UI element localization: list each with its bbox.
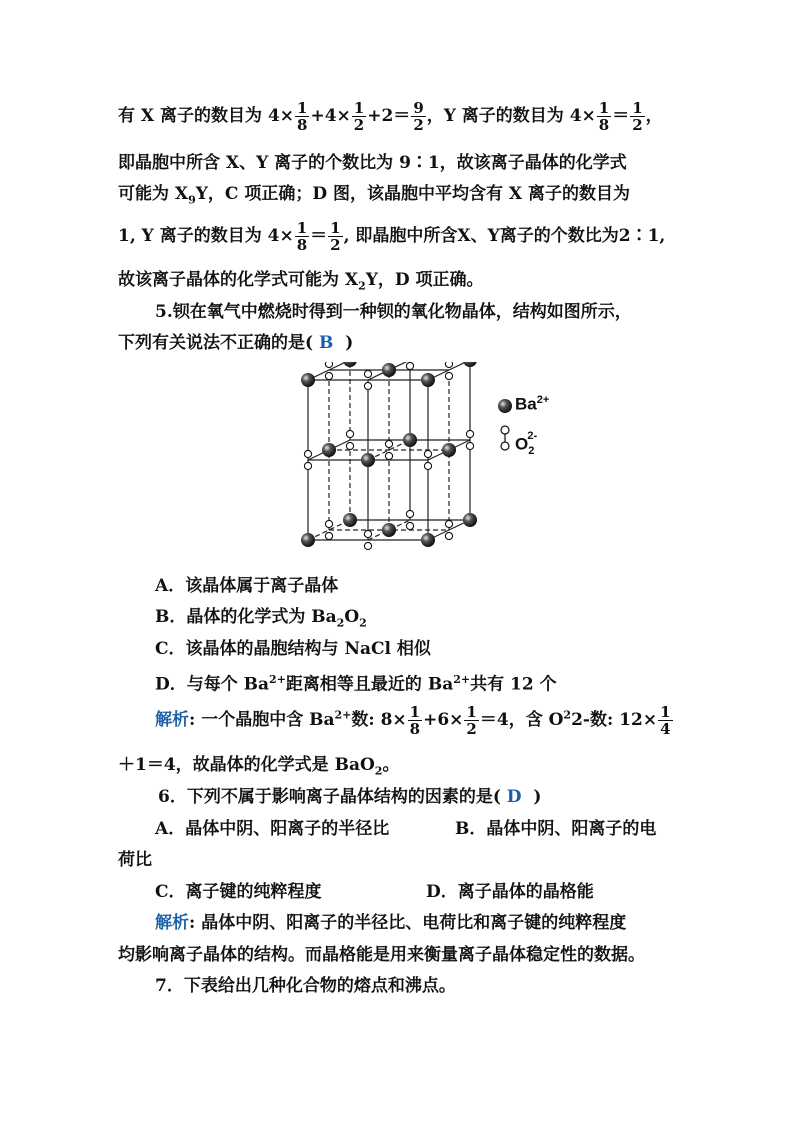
q5-option-d: D．与每个 $Ba^{2+}$距离相等且最近的 $Ba^{2+}$共有 12 个 [155,673,557,695]
oxygen-atom [364,542,371,549]
oxygen-atom [364,382,371,389]
q5-analysis-line-2: ＋1＝4，故晶体的化学式是 BaO$_2$。 [118,755,400,778]
oxygen-atom [445,520,452,527]
fraction: $\frac{1}{4}$ [660,703,671,738]
q5-stem-line-1: 5.钡在氧气中燃烧时得到一种钡的氧化物晶体，结构如图所示， [155,302,632,322]
oxygen-atom [424,462,431,469]
analysis-label: 解析 [155,710,189,730]
ba-ion [343,513,357,527]
q6-option-b: B．晶体中阴、阳离子的电 [455,819,657,839]
oxygen-atom [466,430,473,437]
ba-ion [403,433,417,447]
fraction: $\frac{1}{2}$ [466,703,477,738]
oxygen-atom [304,450,311,457]
q5-answer: B [318,333,334,353]
q6-option-d: D．离子晶体的晶格能 [426,882,594,902]
oxygen-atom [304,462,311,469]
ba-ion [421,373,435,387]
ba-ion [322,443,336,457]
legend-ba-label: $Ba^{2+}$ [515,394,550,414]
ba-ion [361,453,375,467]
solution-line-5: 故该离子晶体的化学式可能为 $X_2Y$，D 项正确。 [118,270,484,293]
analysis-label: 解析 [155,913,189,933]
oxygen-atom [445,532,452,539]
q6-option-c: C．离子键的纯粹程度 [155,882,322,902]
solution-line-2: 即晶胞中所含 X、Y 离子的个数比为 9∶1，故该离子晶体的化学式 [118,153,627,173]
q6-stem: 6．下列不属于影响离子晶体结构的因素的是( D ) [158,787,542,807]
q5-option-c: C．该晶体的晶胞结构与 NaCl 相似 [155,639,431,659]
o-ion-legend-icon-top [501,426,509,434]
fraction: $\frac{1}{2}$ [632,99,643,134]
bao2-crystal-structure-diagram [290,362,490,557]
fraction: $\frac{1}{2}$ [353,99,365,134]
ba-ion [301,373,315,387]
oxygen-atom [346,442,353,449]
oxygen-atom [325,520,332,527]
q5-option-a: A．该晶体属于离子晶体 [155,576,339,596]
q7-stem: 7．下表给出几种化合物的熔点和沸点。 [155,976,456,996]
ba-ion [421,533,435,547]
oxygen-atom [406,522,413,529]
oxygen-atom [385,452,392,459]
q6-option-b-cont: 荷比 [118,850,152,870]
oxygen-atom [346,430,353,437]
legend-o2-label: $O_2^{2-}$ [515,430,538,458]
ba-ion [463,513,477,527]
oxygen-atom [445,372,452,379]
oxygen-atom [385,440,392,447]
fraction: $\frac{9}{2}$ [413,99,424,134]
ba-ion [382,363,396,377]
fraction: $\frac{1}{8}$ [409,703,421,738]
oxygen-atom [325,532,332,539]
ba-ion [463,362,477,367]
oxygen-atom [406,362,413,369]
o-ion-legend-icon-bottom [501,442,509,450]
q6-answer: D [506,787,522,807]
solution-line-3: 可能为 $X_9Y$，C 项正确；D 图，该晶胞中平均含有 X 离子的数目为 [118,184,631,207]
solution-line-1: 有 X 离子的数目为 4× $\frac{1}{8}$ +4× $\frac{1}{2}$ +2＝ $\frac{9}{2}$ ，Y 离子的数目为 4× $\frac{1}{8}$ ＝ $\frac{1}{2}$ ， [118,99,663,134]
ba-ion-legend-icon [498,399,512,413]
ba-ion [343,362,357,367]
q6-analysis-line-2: 均影响离子晶体的结构。而晶格能是用来衡量离子晶体稳定性的数据。 [118,945,645,965]
solution-line-4: 1, Y 离子的数目为 4× $\frac{1}{8}$ ＝ $\frac{1}{2}$ , 即晶胞中所含X、Y离子的个数比为2∶1, [118,219,666,254]
oxygen-atom [466,442,473,449]
fraction: $\frac{1}{2}$ [330,219,341,254]
oxygen-atom [406,510,413,517]
oxygen-atom [445,362,452,368]
ba-ion [382,523,396,537]
q5-analysis-line-1: 解析: 一个晶胞中含 $Ba^{2+}$数: 8× $\frac{1}{8}$ +6× $\frac{1}{2}$ ＝4，含 $O^22-$数: 12× $\frac{1}{4}$ [155,703,671,738]
peroxide-ion [406,362,413,370]
ba-ion [301,533,315,547]
ba-ion [442,443,456,457]
oxygen-atom [424,450,431,457]
q5-stem-line-2: 下列有关说法不正确的是( B ) [118,333,354,353]
q6-option-a: A．晶体中阴、阳离子的半径比 [155,819,390,839]
fraction: $\frac{1}{8}$ [296,219,308,254]
oxygen-atom [325,372,332,379]
q5-option-b: B．晶体的化学式为 $Ba_2O_2$ [155,607,367,630]
oxygen-atom [364,530,371,537]
legend-icons [495,392,515,452]
fraction: $\frac{1}{8}$ [297,99,308,134]
fraction: $\frac{1}{8}$ [598,99,610,134]
q6-analysis-line-1: 解析: 晶体中阴、阳离子的半径比、电荷比和离子键的纯粹程度 [155,913,627,933]
oxygen-atom [325,362,332,368]
oxygen-atom [364,370,371,377]
